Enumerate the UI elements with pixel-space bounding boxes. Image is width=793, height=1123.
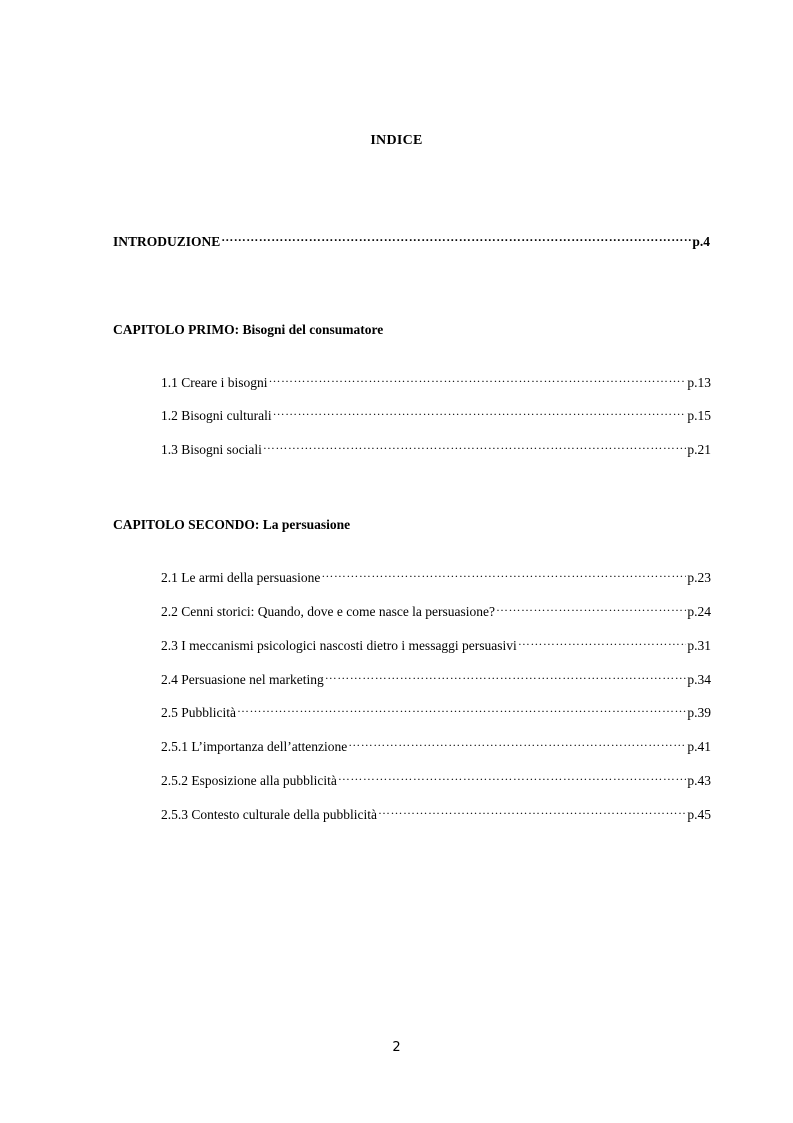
toc-entry-1-2	[161, 400, 711, 426]
dot-leader	[518, 630, 687, 650]
toc-entry-label: 2.3 I meccanismi psicologici nascosti dietro i messaggi persuasivi	[161, 638, 517, 653]
dot-leader	[221, 226, 691, 246]
toc-entry-2-5	[161, 697, 711, 723]
dot-leader	[378, 799, 686, 819]
toc-entry-label: 2.5.1 L’importanza dell’attenzione	[161, 739, 348, 754]
chapter-heading-primo: CAPITOLO PRIMO: Bisogni del consumatore	[113, 322, 384, 337]
toc-entry-page: p.39	[687, 705, 711, 720]
toc-entry-2-5-2	[161, 765, 711, 791]
dot-leader	[348, 731, 686, 751]
page-number: 2	[392, 1040, 401, 1055]
toc-entry-page: p.21	[687, 442, 711, 457]
dot-leader	[263, 434, 687, 454]
toc-entry-label: 1.2 Bisogni culturali	[161, 408, 272, 423]
toc-entry-page: p.43	[687, 773, 711, 788]
toc-entry-page: p.34	[687, 672, 711, 687]
toc-entry-label: INTRODUZIONE	[113, 234, 221, 249]
dot-leader	[273, 400, 687, 420]
toc-entry-page: p.4	[692, 234, 710, 249]
toc-entry-page: p.15	[687, 408, 711, 423]
toc-entry-page: p.24	[687, 604, 711, 619]
toc-entry-2-5-1	[161, 731, 711, 757]
toc-entry-label: 2.2 Cenni storici: Quando, dove e come nasce la persuasione?	[161, 604, 496, 619]
toc-entry-label: 2.5.2 Esposizione alla pubblicità	[161, 773, 337, 788]
chapter-heading-secondo: CAPITOLO SECONDO: La persuasione	[113, 517, 351, 532]
toc-entry-label: 1.3 Bisogni sociali	[161, 442, 262, 457]
toc-entry-label: 2.5.3 Contesto culturale della pubblicità	[161, 807, 377, 822]
toc-entry-2-2	[161, 596, 711, 622]
dot-leader	[321, 562, 686, 582]
toc-entry-introduzione	[113, 226, 710, 252]
toc-entry-2-1	[161, 562, 711, 588]
dot-leader	[268, 367, 686, 387]
toc-entry-label: 1.1 Creare i bisogni	[161, 375, 268, 390]
toc-entry-2-3	[161, 630, 711, 656]
toc-entry-label: 2.5 Pubblicità	[161, 705, 236, 720]
toc-entry-1-3	[161, 434, 711, 460]
toc-entry-2-4	[161, 664, 711, 690]
dot-leader	[338, 765, 687, 785]
toc-entry-page: p.13	[687, 375, 711, 390]
dot-leader	[496, 596, 686, 616]
toc-entry-page: p.23	[687, 570, 711, 585]
dot-leader	[237, 697, 686, 717]
toc-entry-1-1	[161, 367, 711, 393]
page-title: INDICE	[370, 133, 423, 148]
toc-entry-label: 2.1 Le armi della persuasione	[161, 570, 321, 585]
dot-leader	[325, 664, 687, 684]
toc-entry-page: p.31	[687, 638, 711, 653]
toc-entry-2-5-3	[161, 799, 711, 825]
toc-entry-label: 2.4 Persuasione nel marketing	[161, 672, 324, 687]
toc-entry-page: p.45	[687, 807, 711, 822]
toc-entry-page: p.41	[687, 739, 711, 754]
